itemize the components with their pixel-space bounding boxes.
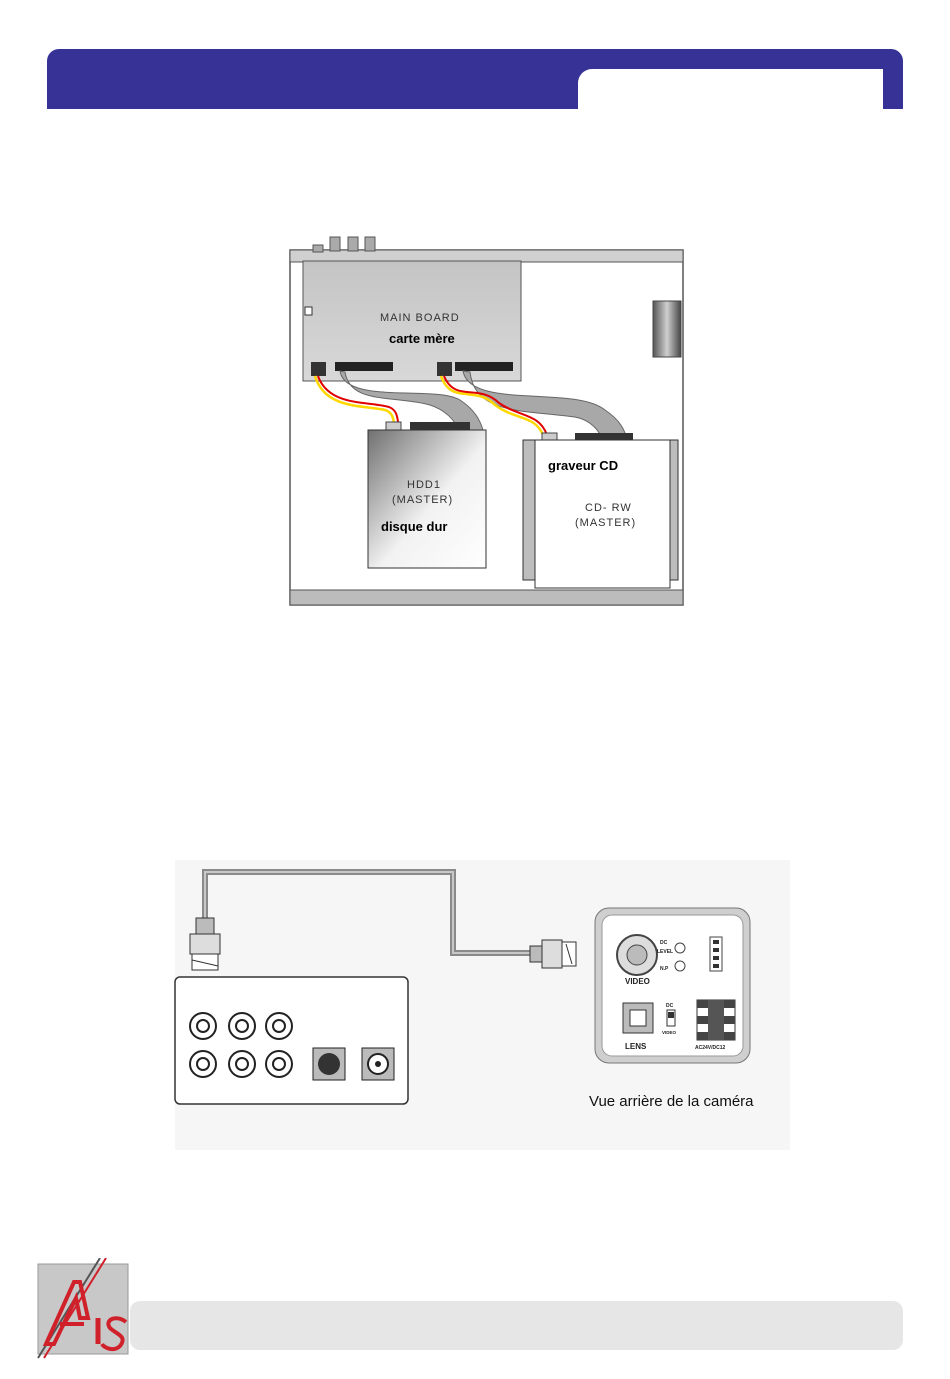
cd-fr-label: graveur CD (548, 458, 619, 473)
svideo-port (313, 1048, 345, 1080)
cd-label-1: CD- RW (585, 502, 632, 514)
header-tab (578, 69, 883, 109)
dvr-rear-panel (175, 977, 408, 1104)
svg-text:AC24V/DC12: AC24V/DC12 (695, 1045, 726, 1051)
svg-text:N.P: N.P (660, 966, 669, 972)
lens-connector (623, 1003, 653, 1033)
power-terminal (697, 1000, 735, 1040)
main-board-label: MAIN BOARD (380, 312, 460, 324)
camera-caption: Vue arrière de la caméra (589, 1093, 754, 1110)
hdd-label-1: HDD1 (407, 479, 441, 491)
svg-text:DC: DC (666, 1003, 674, 1009)
side-block (653, 301, 681, 357)
hdd-label-2: (MASTER) (392, 494, 454, 506)
camera-video-port (617, 935, 657, 975)
internal-wiring-diagram (285, 235, 687, 610)
ais-logo (30, 1258, 134, 1362)
cd-label-2: (MASTER) (575, 517, 637, 529)
chassis-rear-rail (290, 590, 683, 605)
svg-text:LEVEL: LEVEL (657, 949, 674, 955)
svg-text:VIDEO: VIDEO (625, 977, 650, 986)
main-board-fr-label: carte mère (389, 331, 455, 346)
power-port (362, 1048, 394, 1080)
footer-bar (130, 1301, 903, 1350)
svg-text:LENS: LENS (625, 1042, 647, 1051)
hdd-fr-label: disque dur (381, 519, 448, 534)
camera-connection-diagram (170, 860, 795, 1150)
chassis-front-rail (290, 250, 683, 262)
svg-text:DC: DC (660, 940, 668, 946)
svg-text:VIDEO: VIDEO (662, 1030, 677, 1035)
